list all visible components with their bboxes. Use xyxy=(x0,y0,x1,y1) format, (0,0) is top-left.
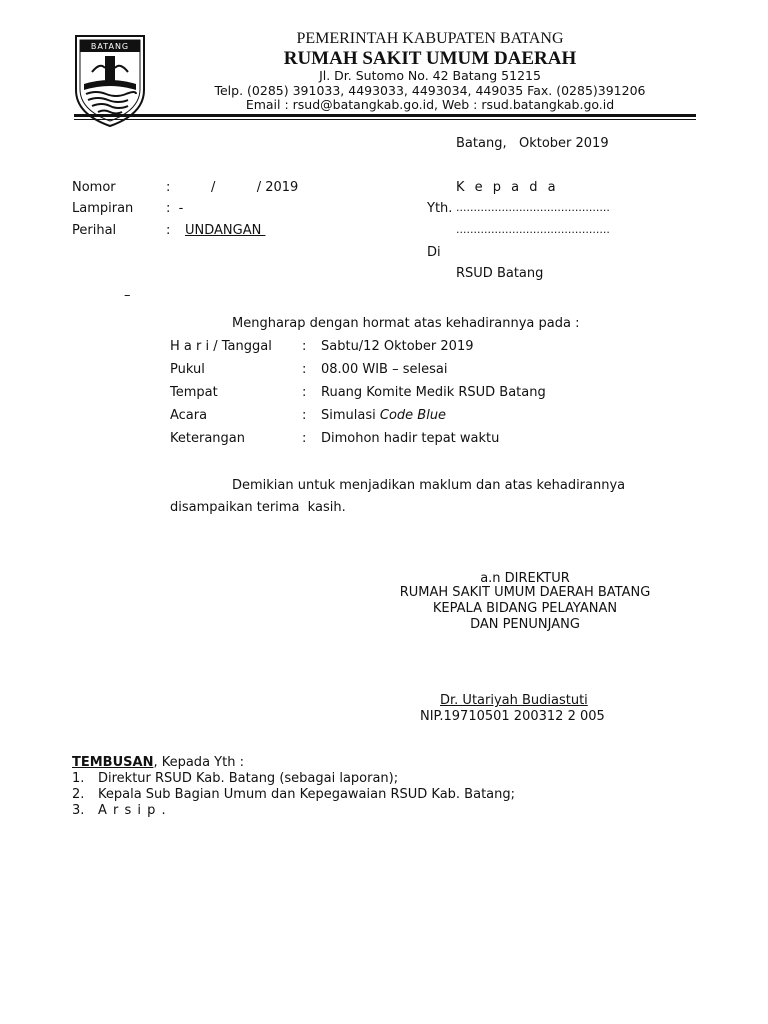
signatory-nip: NIP.19710501 200312 2 005 xyxy=(420,709,605,724)
cc-title-suffix: , Kepada Yth : xyxy=(153,755,244,770)
detail-colon-acara: : xyxy=(302,408,307,423)
detail-value-acara xyxy=(321,408,446,423)
closing-line-2: disampaikan terima kasih. xyxy=(170,500,346,515)
detail-colon-keterangan: : xyxy=(302,431,307,446)
recipient-place: RSUD Batang xyxy=(456,266,544,281)
cc-item-2-num: 2. xyxy=(72,787,85,802)
signature-line-2: RUMAH SAKIT UMUM DAERAH BATANG xyxy=(399,585,651,600)
detail-label-keterangan: Keterangan xyxy=(170,431,245,446)
detail-colon-hari: : xyxy=(302,339,307,354)
signatory-name: Dr. Utariyah Budiastuti xyxy=(440,693,588,708)
kepada-label: K e p a d a xyxy=(456,180,559,195)
logo-text: BATANG xyxy=(90,42,130,51)
header-divider-thin xyxy=(74,119,696,120)
detail-label-pukul: Pukul xyxy=(170,362,205,377)
signature-line-4: DAN PENUNJANG xyxy=(470,617,580,632)
detail-value-tempat: Ruang Komite Medik RSUD Batang xyxy=(321,385,546,400)
cc-title: TEMBUSAN xyxy=(72,755,154,770)
cc-item-3-text: A r s i p . xyxy=(98,803,167,818)
detail-label-tempat: Tempat xyxy=(170,385,218,400)
letterhead-email: Email : rsud@batangkab.go.id, Web : rsud.batangkab.go.id xyxy=(245,97,615,112)
cc-item-1-text: Direktur RSUD Kab. Batang (sebagai laporan); xyxy=(98,771,399,786)
yth-label: Yth. xyxy=(427,201,453,216)
acara-italic: Code Blue xyxy=(379,408,447,423)
cc-item-1-num: 1. xyxy=(72,771,85,786)
perihal-colon: : xyxy=(166,223,171,238)
cc-item-3-num: 3. xyxy=(72,803,85,818)
signature-line-3: KEPALA BIDANG PELAYANAN xyxy=(432,601,618,616)
detail-colon-tempat: : xyxy=(302,385,307,400)
detail-label-acara: Acara xyxy=(170,408,208,423)
acara-prefix: Simulasi xyxy=(321,408,380,423)
letterhead-government: PEMERINTAH KABUPATEN BATANG xyxy=(296,30,564,47)
detail-value-keterangan: Dimohon hadir tepat waktu xyxy=(321,431,500,446)
nomor-label: Nomor xyxy=(72,180,116,195)
perihal-label: Perihal xyxy=(72,223,117,238)
detail-value-hari: Sabtu/12 Oktober 2019 xyxy=(321,339,474,354)
detail-colon-pukul: : xyxy=(302,362,307,377)
yth-dots: ............................................ xyxy=(456,201,610,214)
nomor-colon: : xyxy=(166,180,171,195)
recipient-dots-line2: ............................................ xyxy=(456,223,610,236)
perihal-value: UNDANGAN xyxy=(185,223,266,238)
letterhead-address: Jl. Dr. Sutomo No. 42 Batang 51215 xyxy=(319,68,541,83)
cc-item-2-text: Kepala Sub Bagian Umum dan Kepegawaian RSUD Kab. Batang; xyxy=(98,787,516,802)
letterhead-phone: Telp. (0285) 391033, 4493033, 4493034, 449035 Fax. (0285)391206 xyxy=(214,83,646,98)
letterhead-hospital: RUMAH SAKIT UMUM DAERAH xyxy=(283,48,577,69)
detail-label-hari: H a r i / Tanggal xyxy=(170,339,272,354)
signature-line-1: a.n DIREKTUR xyxy=(480,571,570,586)
detail-value-pukul: 08.00 WIB – selesai xyxy=(321,362,448,377)
lampiran-value: : - xyxy=(166,201,184,216)
opening-line: Mengharap dengan hormat atas kehadirannya pada : xyxy=(232,316,580,331)
header-divider xyxy=(74,114,696,117)
date-line: Batang, Oktober 2019 xyxy=(456,136,609,151)
nomor-value: / / 2019 xyxy=(211,180,299,195)
di-label: Di xyxy=(427,245,441,260)
cc-heading xyxy=(72,755,244,770)
stray-dash: – xyxy=(124,288,131,303)
closing-line-1: Demikian untuk menjadikan maklum dan atas kehadirannya xyxy=(232,478,626,493)
lampiran-label: Lampiran xyxy=(72,201,134,216)
